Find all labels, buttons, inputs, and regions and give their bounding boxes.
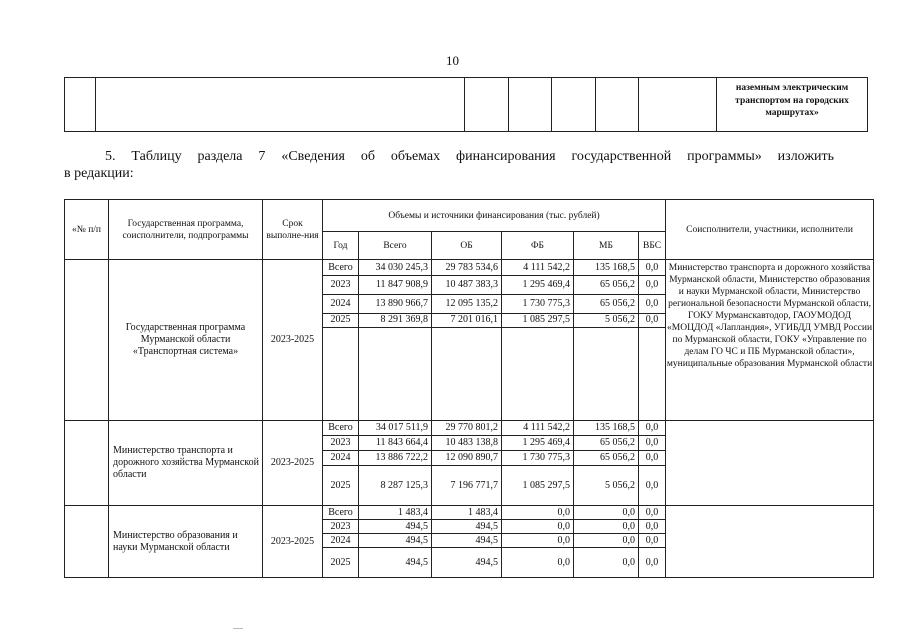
group-term: 2023-2025 [263, 506, 323, 578]
cell-ob: 10 483 138,8 [432, 436, 502, 451]
cell-ob: 494,5 [432, 534, 502, 548]
header-year: Год [323, 232, 359, 260]
cell-fb: 4 111 542,2 [502, 260, 574, 276]
cell-year: Всего [323, 421, 359, 436]
cell-vbs: 0,0 [639, 314, 666, 328]
paragraph-line-1: 5. Таблицу раздела 7 «Сведения об объемах финансирования государственной программы» изложить [105, 149, 834, 164]
cell-mb: 135 168,5 [574, 421, 639, 436]
group-num [65, 506, 109, 578]
paragraph-line-2: в редакции: [64, 166, 134, 181]
cell-year: 2025 [323, 466, 359, 506]
cell-ob: 10 487 383,3 [432, 276, 502, 295]
cell-total: 1 483,4 [359, 506, 432, 520]
group-name: Министерство образования и науки Мурманской области [109, 506, 263, 578]
cell-ob: 12 095 135,2 [432, 295, 502, 314]
cell-vbs: 0,0 [639, 451, 666, 466]
cell-mb: 65 056,2 [574, 451, 639, 466]
header-mb: МБ [574, 232, 639, 260]
cell-mb: 0,0 [574, 506, 639, 520]
cell-total: 494,5 [359, 520, 432, 534]
cell-ob: 12 090 890,7 [432, 451, 502, 466]
cell-fb: 0,0 [502, 520, 574, 534]
cell-year: 2023 [323, 520, 359, 534]
instruction-paragraph [64, 148, 834, 182]
page-number: 10 [446, 53, 459, 68]
header-participants: Соисполнители, участники, исполнители [666, 200, 874, 260]
cell-vbs: 0,0 [639, 421, 666, 436]
cell-mb: 0,0 [574, 520, 639, 534]
cell-mb: 0,0 [574, 548, 639, 578]
group-participants [666, 506, 874, 578]
cell-fb: 1 295 469,4 [502, 436, 574, 451]
cell-fb: 1 085 297,5 [502, 314, 574, 328]
cell-total: 494,5 [359, 534, 432, 548]
cell-fb: 1 730 775,3 [502, 295, 574, 314]
cell-mb: 5 056,2 [574, 466, 639, 506]
cell-ob: 29 783 534,6 [432, 260, 502, 276]
cell-ob: 7 201 016,1 [432, 314, 502, 328]
header-program: Государственная программа, соисполнители, подпрограммы [109, 200, 263, 260]
cell-ob: 29 770 801,2 [432, 421, 502, 436]
cell-vbs: 0,0 [639, 506, 666, 520]
cell-year: 2024 [323, 534, 359, 548]
cell-vbs: 0,0 [639, 276, 666, 295]
cell-total: 494,5 [359, 548, 432, 578]
fragment-last-cell: наземным электрическим транспортом на городских маршрутах» [717, 78, 868, 132]
cell-ob: 7 196 771,7 [432, 466, 502, 506]
header-ob: ОБ [432, 232, 502, 260]
group-name: Министерство транспорта и дорожного хозяйства Мурманской области [109, 421, 263, 506]
cell-vbs: 0,0 [639, 436, 666, 451]
cell-total: 34 030 245,3 [359, 260, 432, 276]
cell-mb: 65 056,2 [574, 276, 639, 295]
cell-vbs: 0,0 [639, 534, 666, 548]
cell-total: 8 287 125,3 [359, 466, 432, 506]
cell-ob: 1 483,4 [432, 506, 502, 520]
cell-mb: 135 168,5 [574, 260, 639, 276]
cell-fb: 0,0 [502, 534, 574, 548]
cell-mb: 65 056,2 [574, 295, 639, 314]
group-participants: Министерство транспорта и дорожного хозяйства Мурманской области, Министерство образования и науки Мурманской области, Министерство региональной безопасности Мурманской области, ГОКУ Мурманскавтодор, ГАОУМОДОД «МОЦДОД «Лапландия», УГИБДД УМВД России по Мурманской области, ГОКУ «Управление по делам ГО ЧС и ПБ Мурманской области», муниципальные образования Мурманской области [666, 260, 874, 421]
previous-table-fragment [64, 77, 868, 132]
cell-ob: 494,5 [432, 520, 502, 534]
financing-table [64, 199, 874, 578]
cell-mb: 65 056,2 [574, 436, 639, 451]
group-participants [666, 421, 874, 506]
cell-total: 34 017 511,9 [359, 421, 432, 436]
cell-year: 2025 [323, 314, 359, 328]
cell-ob: 494,5 [432, 548, 502, 578]
cell-year: 2024 [323, 451, 359, 466]
header-term: Срок выполне-ния [263, 200, 323, 260]
cell-year: Всего [323, 506, 359, 520]
cell-fb: 1 730 775,3 [502, 451, 574, 466]
cell-year: 2023 [323, 436, 359, 451]
cell-year: Всего [323, 260, 359, 276]
cell-total: 11 847 908,9 [359, 276, 432, 295]
header-total: Всего [359, 232, 432, 260]
cell-fb: 0,0 [502, 506, 574, 520]
group-num [65, 421, 109, 506]
group-term: 2023-2025 [263, 421, 323, 506]
cell-vbs: 0,0 [639, 260, 666, 276]
scan-artifact [233, 628, 243, 629]
cell-year: 2024 [323, 295, 359, 314]
header-fb: ФБ [502, 232, 574, 260]
group-term: 2023-2025 [263, 260, 323, 421]
cell-year: 2025 [323, 548, 359, 578]
cell-mb: 5 056,2 [574, 314, 639, 328]
cell-vbs: 0,0 [639, 548, 666, 578]
header-vbs: ВБС [639, 232, 666, 260]
cell-fb: 1 085 297,5 [502, 466, 574, 506]
group-name: Государственная программа Мурманской области «Транспортная система» [109, 260, 263, 421]
cell-fb: 4 111 542,2 [502, 421, 574, 436]
cell-vbs: 0,0 [639, 520, 666, 534]
cell-total: 8 291 369,8 [359, 314, 432, 328]
cell-year: 2023 [323, 276, 359, 295]
group-num [65, 260, 109, 421]
cell-fb: 0,0 [502, 548, 574, 578]
cell-total: 13 890 966,7 [359, 295, 432, 314]
header-volumes: Объемы и источники финансирования (тыс. рублей) [323, 200, 666, 232]
cell-vbs: 0,0 [639, 466, 666, 506]
cell-total: 11 843 664,4 [359, 436, 432, 451]
cell-vbs: 0,0 [639, 295, 666, 314]
cell-fb: 1 295 469,4 [502, 276, 574, 295]
cell-total: 13 886 722,2 [359, 451, 432, 466]
cell-mb: 0,0 [574, 534, 639, 548]
header-num: «№ п/п [65, 200, 109, 260]
